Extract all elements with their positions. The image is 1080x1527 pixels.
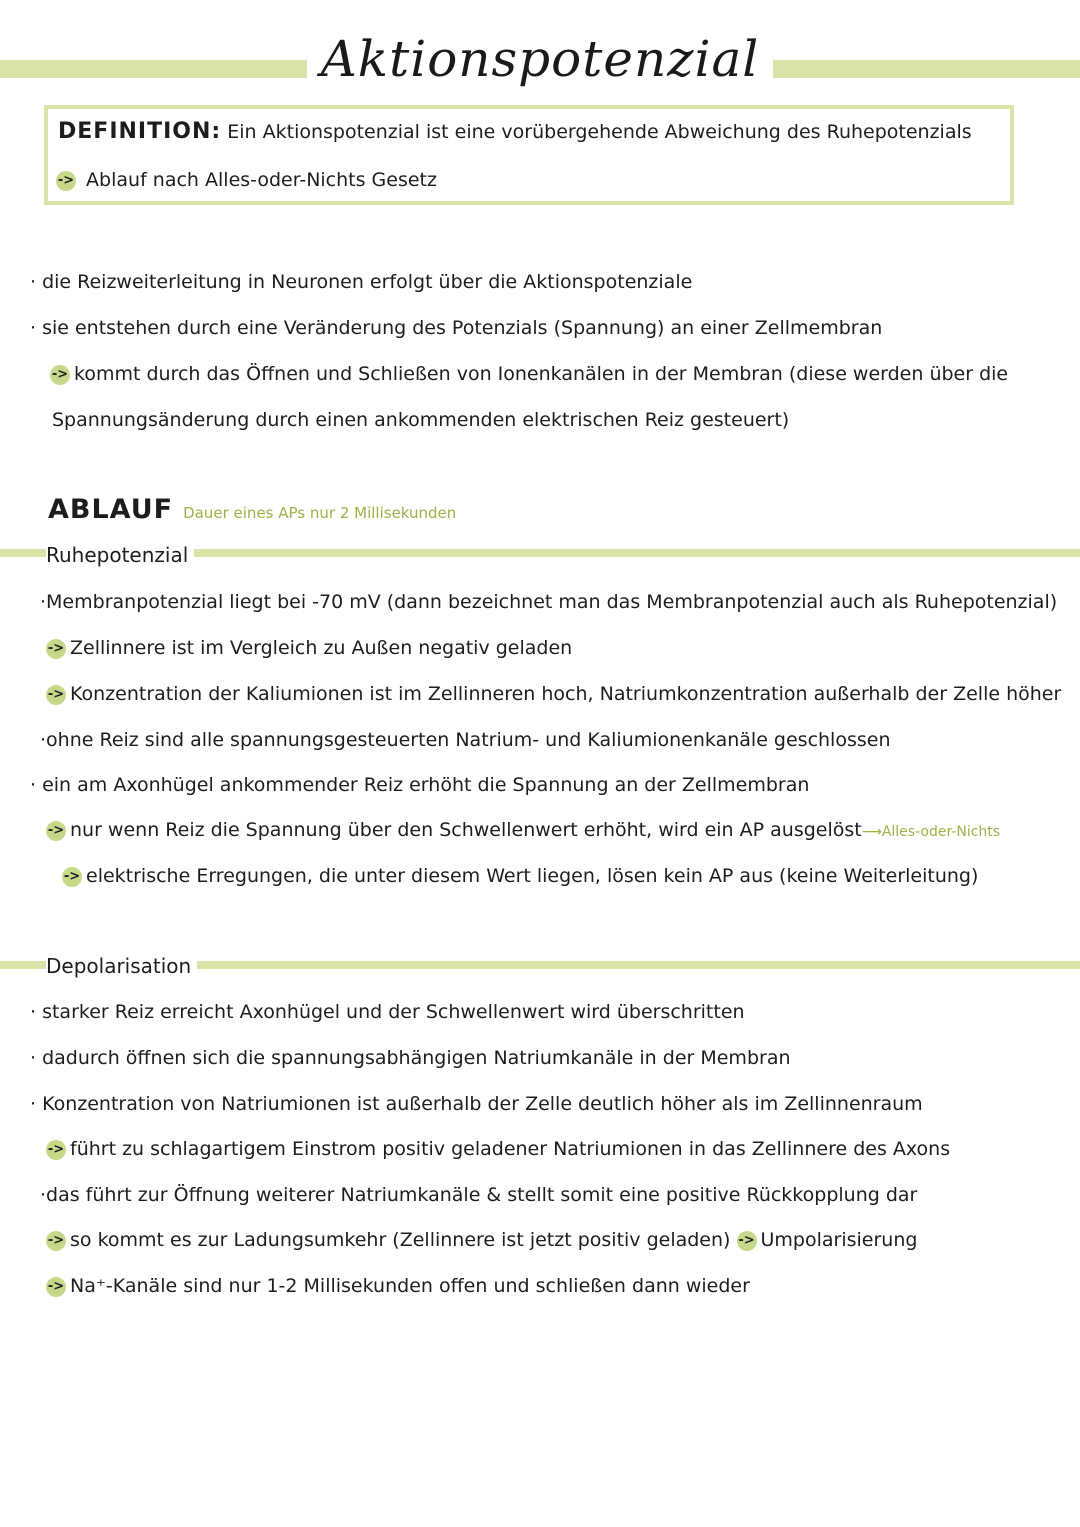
ruhe-line: · ein am Axonhügel ankommender Reiz erhöht die Spannung an der Zellmembran xyxy=(30,774,810,796)
depol-line: -> führt zu schlagartigem Einstrom positiv geladener Natriumionen in das Zellinnere des Axons xyxy=(47,1138,951,1160)
arrow-icon: -> xyxy=(737,1231,757,1251)
long-arrow-icon: ⟶ xyxy=(861,824,882,840)
ruhe-line: -> elektrische Erregungen, die unter diesem Wert liegen, lösen kein AP aus (keine Weiterleitung) xyxy=(63,865,979,887)
arrow-icon: -> xyxy=(46,821,66,841)
arrow-icon: -> xyxy=(56,171,76,191)
intro-line: -> kommt durch das Öffnen und Schließen von Ionenkanälen in der Membran (diese werden über die xyxy=(51,363,1009,385)
depol-line: · Konzentration von Natriumionen ist außerhalb der Zelle deutlich höher als im Zellinnenraum xyxy=(30,1093,923,1115)
arrow-icon: -> xyxy=(46,685,66,705)
depol-line: · starker Reiz erreicht Axonhügel und der Schwellenwert wird überschritten xyxy=(30,1001,745,1023)
depol-line: ·das führt zur Öffnung weiterer Natriumkanäle & stellt somit eine positive Rückkopplung dar xyxy=(40,1184,918,1206)
ablauf-heading: ABLAUF Dauer eines APs nur 2 Millisekunden xyxy=(48,494,457,525)
intro-line: · sie entstehen durch eine Veränderung des Potenzials (Spannung) an einer Zellmembran xyxy=(30,317,883,339)
intro-line: Spannungsänderung durch einen ankommenden elektrischen Reiz gesteuert) xyxy=(52,409,790,431)
ruhe-line: -> Zellinnere ist im Vergleich zu Außen negativ geladen xyxy=(47,637,573,659)
ruhe-line: -> nur wenn Reiz die Spannung über den Schwellenwert erhöht, wird ein AP ausgelöst⟶Alles-oder-Nichts xyxy=(47,819,1001,841)
ruhe-label: Ruhepotenzial xyxy=(46,543,194,567)
alles-oder-nichts-note: Alles-oder-Nichts xyxy=(881,824,1001,840)
arrow-icon: -> xyxy=(46,1277,66,1297)
page-title: Aktionspotenzial xyxy=(0,30,1080,88)
depol-line: · dadurch öffnen sich die spannungsabhängigen Natriumkanäle in der Membran xyxy=(30,1047,791,1069)
ruhe-line: ·ohne Reiz sind alle spannungsgesteuerten Natrium- und Kaliumionenkanäle geschlossen xyxy=(40,729,891,751)
umpolarisierung-text: Umpolarisierung xyxy=(760,1229,918,1251)
depol-line: -> Na⁺-Kanäle sind nur 1-2 Millisekunden offen und schließen dann wieder xyxy=(47,1275,750,1297)
depol-line: -> so kommt es zur Ladungsumkehr (Zellinnere ist jetzt positiv geladen) -> Umpolarisierung xyxy=(47,1229,918,1251)
definition-arrow-line xyxy=(56,168,437,192)
ablauf-note: Dauer eines APs nur 2 Millisekunden xyxy=(183,504,457,522)
intro-line: · die Reizweiterleitung in Neuronen erfolgt über die Aktionspotenziale xyxy=(30,271,693,293)
arrow-icon: -> xyxy=(62,867,82,887)
definition-arrow-text: Ablauf nach Alles-oder-Nichts Gesetz xyxy=(86,169,437,191)
depol-label: Depolarisation xyxy=(46,954,197,978)
definition-label: DEFINITION: xyxy=(58,119,222,144)
arrow-icon: -> xyxy=(46,1140,66,1160)
ruhe-line: -> Konzentration der Kaliumionen ist im Zellinneren hoch, Natriumkonzentration außerhalb der Zelle höher xyxy=(47,683,1062,705)
ruhe-line: ·Membranpotenzial liegt bei -70 mV (dann bezeichnet man das Membranpotenzial auch als Ruhepotenzial) xyxy=(40,591,1058,613)
arrow-icon: -> xyxy=(46,639,66,659)
definition-line xyxy=(58,120,972,144)
arrow-icon: -> xyxy=(50,365,70,385)
arrow-icon: -> xyxy=(46,1231,66,1251)
definition-text: Ein Aktionspotenzial ist eine vorübergehende Abweichung des Ruhepotenzials xyxy=(227,121,972,143)
